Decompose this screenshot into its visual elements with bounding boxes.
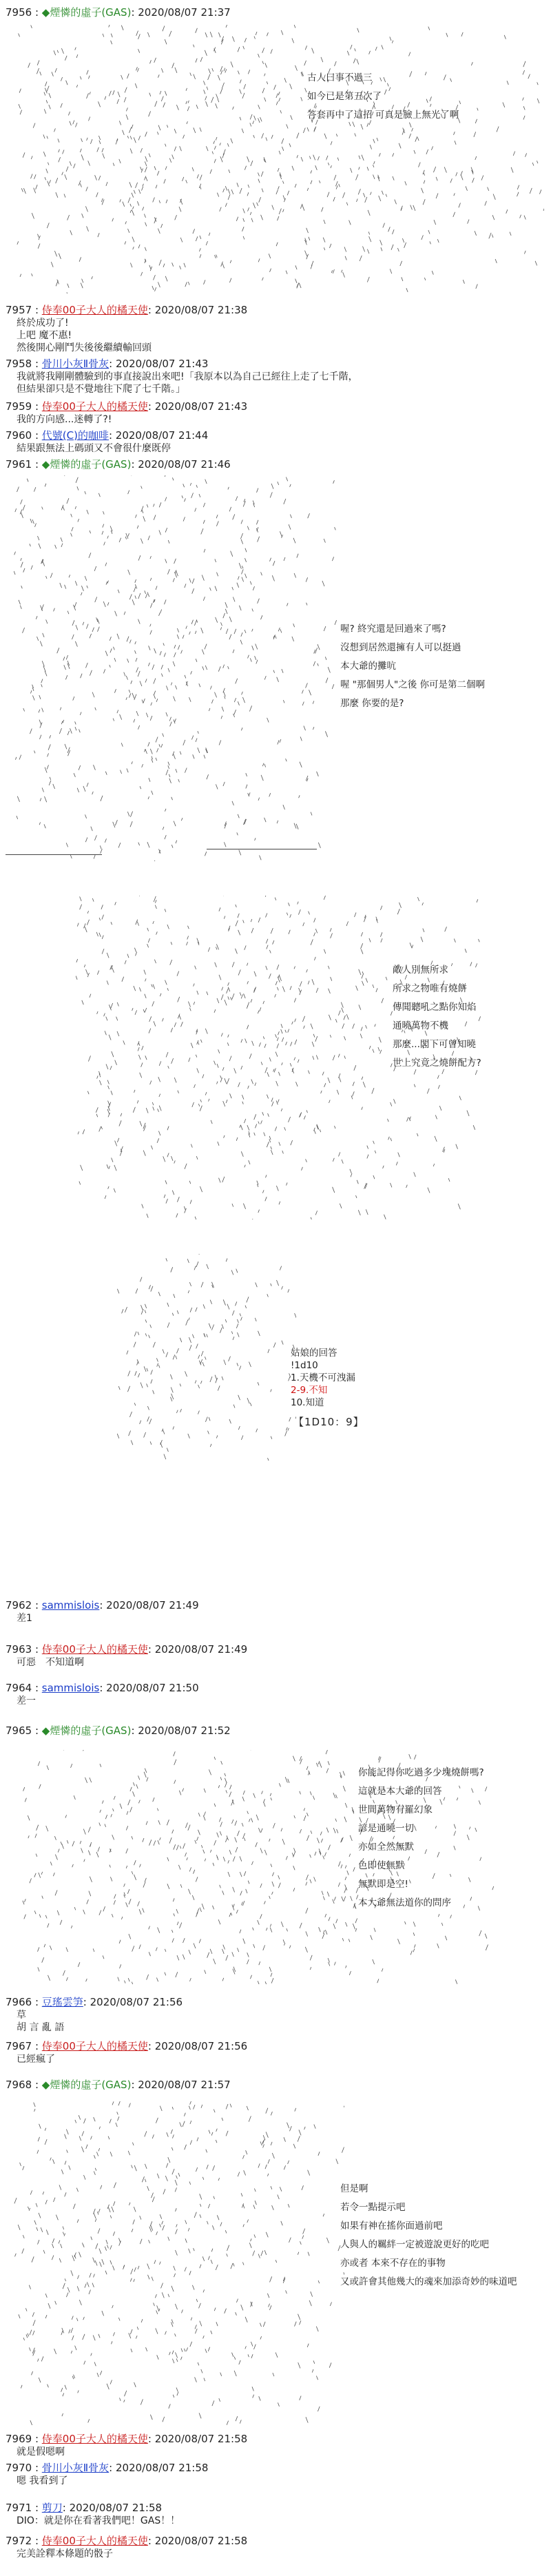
- art-caption: 敵人別無所求 所求之物唯有燒餅 傳聞聽吼之點你知焰 通曉萬物不機 那麼...閣下可曾知曉 世上究竟之燒餅配方?: [393, 965, 481, 1069]
- art-caption: 喔? 終究還是回過來了嗎? 沒想到居然還擁有人可以挺過 本大爺的攤吭 喔 "那個男人"之後 你可是第二個啊 那麼 你要的是?: [340, 624, 486, 709]
- post-7970: [6, 2461, 545, 2487]
- post-header: 7957 : 侍奉00子大人的橘天使: 2020/08/07 21:38: [6, 304, 248, 316]
- poster-trip: ◆煙憐的虛子(GAS): [41, 2079, 132, 2091]
- art-caption: 你能記得你吃過多少塊燒餅嗎? 這就是本大爺的回答 世間萬物有羅幻象 諺是通曉一切 亦如全然無默 色即使無默 無默即是空! 本大爺無法道你的問序: [358, 1767, 484, 1908]
- post-number[interactable]: 7971: [6, 2502, 32, 2514]
- poster-name[interactable]: 侍奉00子大人的橘天使: [41, 400, 148, 413]
- post-header: 7965 : ◆煙憐的虛子(GAS): 2020/08/07 21:52: [6, 1724, 231, 1737]
- post-body: 終於成功了! 上吧 魔不惠! 然後開心剛鬥失後後繼續輸回頭: [17, 318, 152, 353]
- post-7972: [6, 2534, 545, 2560]
- divider: [6, 854, 102, 855]
- post-header: 7969 : 侍奉00子大人的橘天使: 2020/08/07 21:58: [6, 2433, 248, 2445]
- poster-name[interactable]: 骨川小灰Ⅱ骨灰: [41, 2462, 110, 2474]
- post-date: 2020/08/07 21:46: [138, 458, 231, 471]
- post-number[interactable]: 7968: [6, 2079, 32, 2091]
- post-body: 嗯 我看到了: [17, 2475, 68, 2486]
- poster-name[interactable]: 骨川小灰Ⅱ骨灰: [41, 358, 110, 370]
- post-date: 2020/08/07 21:56: [90, 1996, 183, 2008]
- post-header: 7967 : 侍奉00子大人的橘天使: 2020/08/07 21:56: [6, 2040, 248, 2052]
- post-number[interactable]: 7967: [6, 2040, 32, 2052]
- post-number[interactable]: 7966: [6, 1996, 32, 2008]
- post-body: 草 胡 言 亂 語: [17, 2010, 65, 2033]
- poster-trip: ◆煙憐的虛子(GAS): [41, 1724, 132, 1737]
- post-header: 7962 : sammislois: 2020/08/07 21:49: [6, 1599, 199, 1611]
- ascii-art-character: [14, 25, 544, 293]
- post-header: 7970 : 骨川小灰Ⅱ骨灰: 2020/08/07 21:58: [6, 2462, 209, 2474]
- post-body: 我就將我剛剛體驗到的事直接說出來吧!「我原本以為自己已經往上走了七千階， 但結果卻只是不覺地往下爬了七千階。」: [17, 371, 358, 395]
- poster-trip: ◆煙憐的虛子(GAS): [41, 6, 132, 19]
- ascii-art-character: [117, 1254, 296, 1461]
- post-date: 2020/08/07 21:43: [116, 358, 209, 370]
- poster-name[interactable]: 代號(C)的咖啡: [41, 429, 109, 442]
- poster-trip: ◆煙憐的虛子(GAS): [41, 458, 132, 471]
- poster-name[interactable]: 侍奉00子大人的橘天使: [41, 304, 148, 316]
- post-number[interactable]: 7969: [6, 2433, 32, 2445]
- art-caption: 但是啊 若令一點提示吧 如果有神在搖你面過前吧 人與人的羈絆一定被遊說更好的吃吧 亦或者 本來不存在的事物 又或許會其他幾大的魂來加添奇妙的味道吧: [340, 2183, 517, 2287]
- post-header: 7972 : 侍奉00子大人的橘天使: 2020/08/07 21:58: [6, 2535, 248, 2547]
- post-number[interactable]: 7958: [6, 358, 32, 370]
- post-body: 已經瘋了: [17, 2054, 55, 2065]
- post-number[interactable]: 7963: [6, 1643, 32, 1656]
- post-date: 2020/08/07 21:56: [154, 2040, 248, 2052]
- post-7962: [6, 1598, 545, 1625]
- poster-name[interactable]: 剪刀: [41, 2502, 63, 2514]
- post-7957: [6, 303, 545, 354]
- post-date: 2020/08/07 21:38: [154, 304, 248, 316]
- post-body: 就是假嗯啊: [17, 2446, 65, 2457]
- post-7971: [6, 2501, 545, 2527]
- post-number[interactable]: 7970: [6, 2462, 32, 2474]
- post-header: 7960 : 代號(C)的咖啡: 2020/08/07 21:44: [6, 429, 209, 442]
- post-number[interactable]: 7957: [6, 304, 32, 316]
- post-header: 7956 : ◆煙憐的虛子(GAS): 2020/08/07 21:37: [6, 6, 231, 19]
- post-date: 2020/08/07 21:49: [106, 1599, 199, 1611]
- post-number[interactable]: 7960: [6, 429, 32, 442]
- post-date: 2020/08/07 21:49: [154, 1643, 248, 1656]
- post-number[interactable]: 7959: [6, 400, 32, 413]
- caption-line: 古人曰事不過三: [307, 72, 373, 83]
- post-number[interactable]: 7964: [6, 1682, 32, 1694]
- post-header: 7963 : 侍奉00子大人的橘天使: 2020/08/07 21:49: [6, 1643, 248, 1656]
- post-7968: [6, 2078, 545, 2092]
- art-caption: [307, 69, 459, 125]
- post-header: 7966 : 豆瑤雲笋: 2020/08/07 21:56: [6, 1996, 183, 2008]
- post-7956: [6, 6, 545, 19]
- post-date: 2020/08/07 21:58: [154, 2535, 248, 2547]
- post-7964: [6, 1681, 545, 1707]
- poster-name[interactable]: sammislois: [41, 1682, 100, 1694]
- post-number[interactable]: 7956: [6, 6, 32, 19]
- post-body: DIO：就是你在看著我們吧！GAS！！: [17, 2515, 180, 2526]
- post-7967: [6, 2039, 545, 2065]
- poster-name[interactable]: sammislois: [41, 1599, 100, 1611]
- dice-prompt: 姑娘的回答 !1d10 1.天機不可洩漏 2-9.不知 10.知道: [291, 1348, 355, 1408]
- post-header: 7971 : 剪刀: 2020/08/07 21:58: [6, 2502, 163, 2514]
- poster-name[interactable]: 侍奉00子大人的橘天使: [41, 1643, 148, 1656]
- post-7961: [6, 457, 545, 471]
- post-number[interactable]: 7965: [6, 1724, 32, 1737]
- post-header: 7964 : sammislois: 2020/08/07 21:50: [6, 1682, 199, 1694]
- poster-name[interactable]: 侍奉00子大人的橘天使: [41, 2535, 148, 2547]
- post-body: 差一: [17, 1696, 36, 1707]
- post-number[interactable]: 7961: [6, 458, 32, 471]
- post-header: 7958 : 骨川小灰Ⅱ骨灰: 2020/08/07 21:43: [6, 358, 209, 370]
- post-date: 2020/08/07 21:44: [115, 429, 209, 442]
- post-number[interactable]: 7972: [6, 2535, 32, 2547]
- poster-name[interactable]: 豆瑤雲笋: [41, 1996, 83, 2008]
- post-header: 7961 : ◆煙憐的虛子(GAS): 2020/08/07 21:46: [6, 458, 231, 471]
- caption-line: 答套再中了這招 可真是臉上無光了啊: [307, 110, 459, 121]
- post-body: 我的方向感...迷轉了?!: [17, 414, 112, 425]
- caption-line: 如今已是第五次了: [307, 91, 382, 102]
- poster-name[interactable]: 侍奉00子大人的橘天使: [41, 2040, 148, 2052]
- post-body: 結果跟無法上碼頭又不會很什麼既停: [17, 443, 171, 454]
- post-date: 2020/08/07 21:37: [138, 6, 231, 19]
- dice-roll-result: 【1D10：9】: [293, 1416, 364, 1428]
- ascii-art-character: [14, 2101, 344, 2425]
- post-header: 7968 : ◆煙憐的虛子(GAS): 2020/08/07 21:57: [6, 2079, 231, 2091]
- post-date: 2020/08/07 21:52: [138, 1724, 231, 1737]
- post-7963: [6, 1642, 545, 1669]
- post-date: 2020/08/07 21:50: [106, 1682, 199, 1694]
- post-body: 差1: [17, 1613, 32, 1624]
- post-7959: [6, 400, 545, 426]
- post-body: 完美詮釋本條題的骰子: [17, 2548, 113, 2559]
- ascii-art-character: [14, 475, 337, 861]
- post-7960: [6, 429, 545, 455]
- post-date: 2020/08/07 21:58: [69, 2502, 163, 2514]
- post-number[interactable]: 7962: [6, 1599, 32, 1611]
- post-header: 7959 : 侍奉00子大人的橘天使: 2020/08/07 21:43: [6, 400, 248, 413]
- post-date: 2020/08/07 21:43: [154, 400, 248, 413]
- post-body: 可惡 不知道啊: [17, 1657, 84, 1668]
- post-7965: [6, 1724, 545, 1738]
- post-7958: [6, 357, 545, 395]
- post-date: 2020/08/07 21:58: [116, 2462, 209, 2474]
- post-7966: [6, 1995, 545, 2034]
- post-date: 2020/08/07 21:57: [138, 2079, 231, 2091]
- poster-name[interactable]: 侍奉00子大人的橘天使: [41, 2433, 148, 2445]
- post-date: 2020/08/07 21:58: [154, 2433, 248, 2445]
- post-7969: [6, 2432, 545, 2458]
